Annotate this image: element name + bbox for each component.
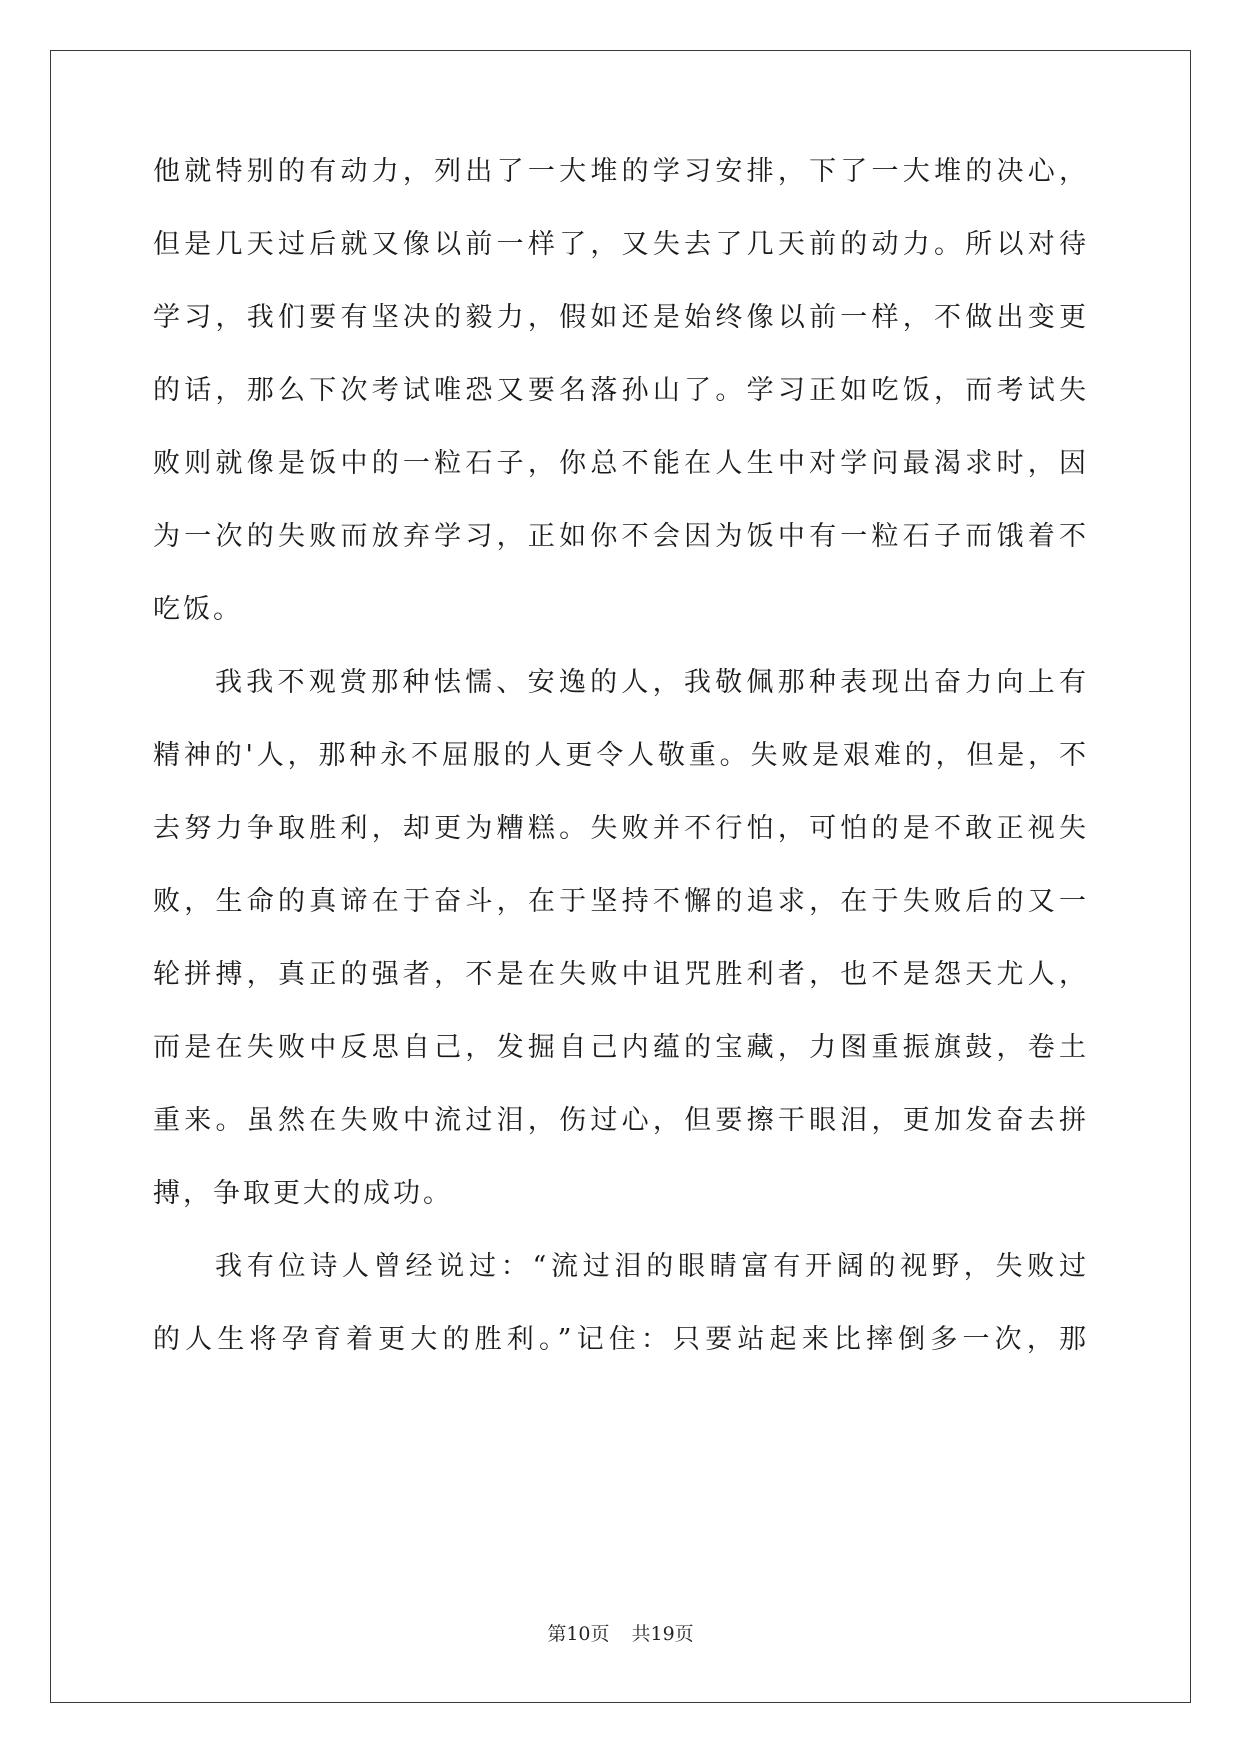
paragraph-line: 但是几天过后就又像以前一样了，又失去了几天前的动力。所以对待 (153, 229, 1089, 260)
paragraph-line: 轮拼搏，真正的强者，不是在失败中诅咒胜利者，也不是怨天尤人， (153, 959, 1089, 990)
paragraph-line: 重来。虽然在失败中流过泪，伤过心，但要擦干眼泪，更加发奋去拼 (153, 1105, 1089, 1136)
paragraph-line: 败则就像是饭中的一粒石子，你总不能在人生中对学问最渴求时，因 (153, 448, 1089, 479)
paragraph-line: 去努力争取胜利，却更为糟糕。失败并不行怕，可怕的是不敢正视失 (153, 813, 1089, 844)
paragraph-line: 我有位诗人曾经说过：“流过泪的眼睛富有开阔的视野，失败过 (215, 1251, 1089, 1282)
paragraph-line: 精神的'人，那种永不屈服的人更令人敬重。失败是艰难的，但是，不 (153, 740, 1089, 771)
page-total: 共19页 (631, 1623, 694, 1645)
paragraph-line: 的话，那么下次考试唯恐又要名落孙山了。学习正如吃饭，而考试失 (153, 375, 1089, 406)
paragraph-line: 而是在失败中反思自己，发掘自己内蕴的宝藏，力图重振旗鼓，卷土 (153, 1032, 1089, 1063)
paragraph-line: 搏，争取更大的成功。 (153, 1178, 453, 1209)
page-border (50, 50, 1191, 1703)
paragraph-line: 学习，我们要有坚决的毅力，假如还是始终像以前一样，不做出变更 (153, 302, 1089, 333)
page-number: 第10页 (547, 1623, 610, 1645)
paragraph-line: 为一次的失败而放弃学习，正如你不会因为饭中有一粒石子而饿着不 (153, 521, 1089, 552)
paragraph-line: 他就特别的有动力，列出了一大堆的学习安排，下了一大堆的决心， (153, 156, 1089, 187)
paragraph-line: 败，生命的真谛在于奋斗，在于坚持不懈的追求，在于失败后的又一 (153, 886, 1089, 917)
paragraph-line: 的人生将孕育着更大的胜利。”记住：只要站起来比摔倒多一次，那 (153, 1324, 1089, 1355)
paragraph-line: 吃饭。 (153, 594, 243, 625)
page-footer (0, 1622, 1241, 1646)
paragraph-line: 我我不观赏那种怯懦、安逸的人，我敬佩那种表现出奋力向上有 (215, 667, 1089, 698)
